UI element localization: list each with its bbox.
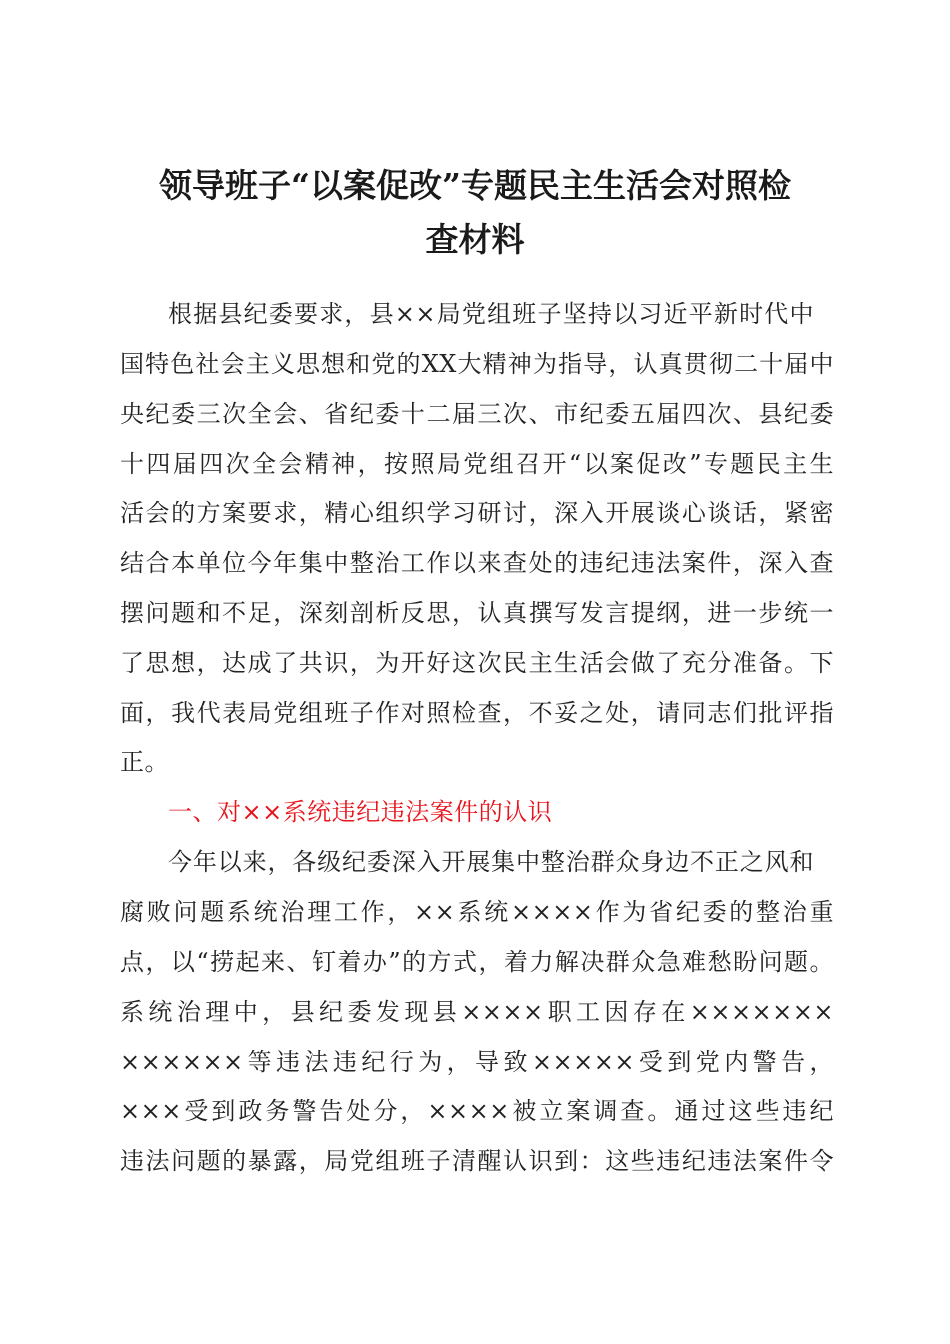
text-line: 点，以“捞起来、钉着办”的方式，着力解决群众急难愁盼问题。 (120, 948, 834, 976)
text-line: 违法问题的暴露，局党组班子清醒认识到：这些违纪违法案件令 (120, 1147, 834, 1175)
text-line: ××××××等违法违纪行为，导致×××××受到党内警告， (120, 1048, 834, 1076)
text-line: 结合本单位今年集中整治工作以来查处的违纪违法案件，深入查 (120, 549, 834, 577)
text-line: 根据县纪委要求，县××局党组班子坚持以习近平新时代中 (168, 300, 814, 328)
text-line: 活会的方案要求，精心组织学习研讨，深入开展谈心谈话，紧密 (120, 499, 834, 527)
text-line: 摆问题和不足，深刻剖析反思，认真撰写发言提纲，进一步统一 (120, 599, 834, 627)
section-heading: 一、对××系统违纪违法案件的认识 (168, 798, 553, 826)
text-line: 十四届四次全会精神，按照局党组召开“以案促改”专题民主生 (120, 450, 834, 478)
text-line: 面，我代表局党组班子作对照检查，不妥之处，请同志们批评指 (120, 699, 834, 727)
text-line: 腐败问题系统治理工作，××系统××××作为省纪委的整治重 (120, 898, 834, 926)
text-line: 央纪委三次全会、省纪委十二届三次、市纪委五届四次、县纪委 (120, 400, 834, 428)
document-title-line-1: 领导班子“以案促改”专题民主生活会对照检 (159, 166, 791, 205)
text-line: 了思想，达成了共识，为开好这次民主生活会做了充分准备。下 (120, 649, 834, 677)
text-line: 正。 (120, 748, 169, 776)
text-line: 系统治理中，县纪委发现县××××职工因存在××××××× (120, 998, 834, 1026)
document-title-line-2: 查材料 (425, 220, 525, 259)
text-line: 国特色社会主义思想和党的XX大精神为指导，认真贯彻二十届中 (120, 350, 834, 378)
text-line: ×××受到政务警告处分，××××被立案调查。通过这些违纪 (120, 1097, 834, 1125)
text-line: 今年以来，各级纪委深入开展集中整治群众身边不正之风和 (168, 848, 814, 876)
